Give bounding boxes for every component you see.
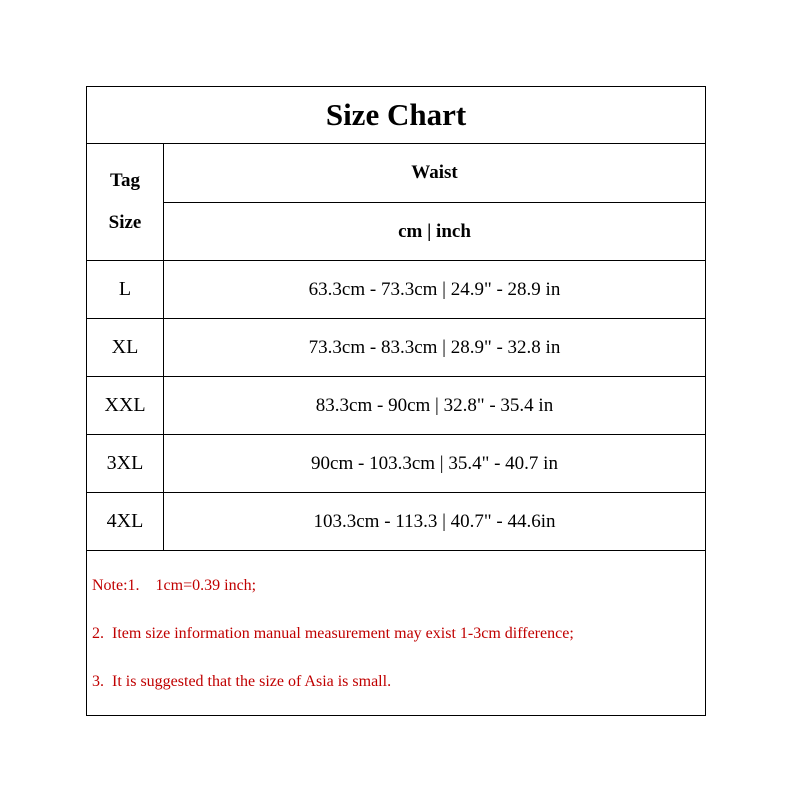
- size-label: XL: [87, 319, 164, 376]
- tag-size-header: [87, 144, 164, 261]
- chart-title: Size Chart: [87, 87, 705, 144]
- waist-range: 90cm - 103.3cm | 35.4" - 40.7 in: [311, 452, 558, 474]
- note-asia-size: 3. It is suggested that the size of Asia is small.: [92, 673, 392, 690]
- tag-size-header-line1: Tag: [110, 170, 140, 191]
- waist-range: 63.3cm - 73.3cm | 24.9" - 28.9 in: [308, 278, 561, 300]
- waist-range: 103.3cm - 113.3 | 40.7" - 44.6in: [313, 510, 556, 532]
- notes-section: [87, 553, 705, 715]
- note-conversion: Note:1. 1cm=0.39 inch;: [92, 577, 257, 594]
- size-label: L: [87, 261, 164, 318]
- size-chart-table: [86, 86, 706, 716]
- table-row: [87, 261, 705, 319]
- waist-header: Waist: [164, 144, 705, 203]
- units-header: cm | inch: [164, 203, 705, 261]
- table-row: [87, 377, 705, 435]
- waist-range: 83.3cm - 90cm | 32.8" - 35.4 in: [315, 394, 554, 416]
- size-label: 3XL: [87, 435, 164, 492]
- table-row: [87, 435, 705, 493]
- note-measurement: 2. Item size information manual measurement may exist 1-3cm difference;: [92, 625, 574, 642]
- tag-size-header-line2: Size: [108, 212, 142, 233]
- table-row: [87, 493, 705, 551]
- waist-range: 73.3cm - 83.3cm | 28.9" - 32.8 in: [308, 336, 561, 358]
- size-label: XXL: [87, 377, 164, 434]
- size-label: 4XL: [87, 493, 164, 550]
- table-row: [87, 319, 705, 377]
